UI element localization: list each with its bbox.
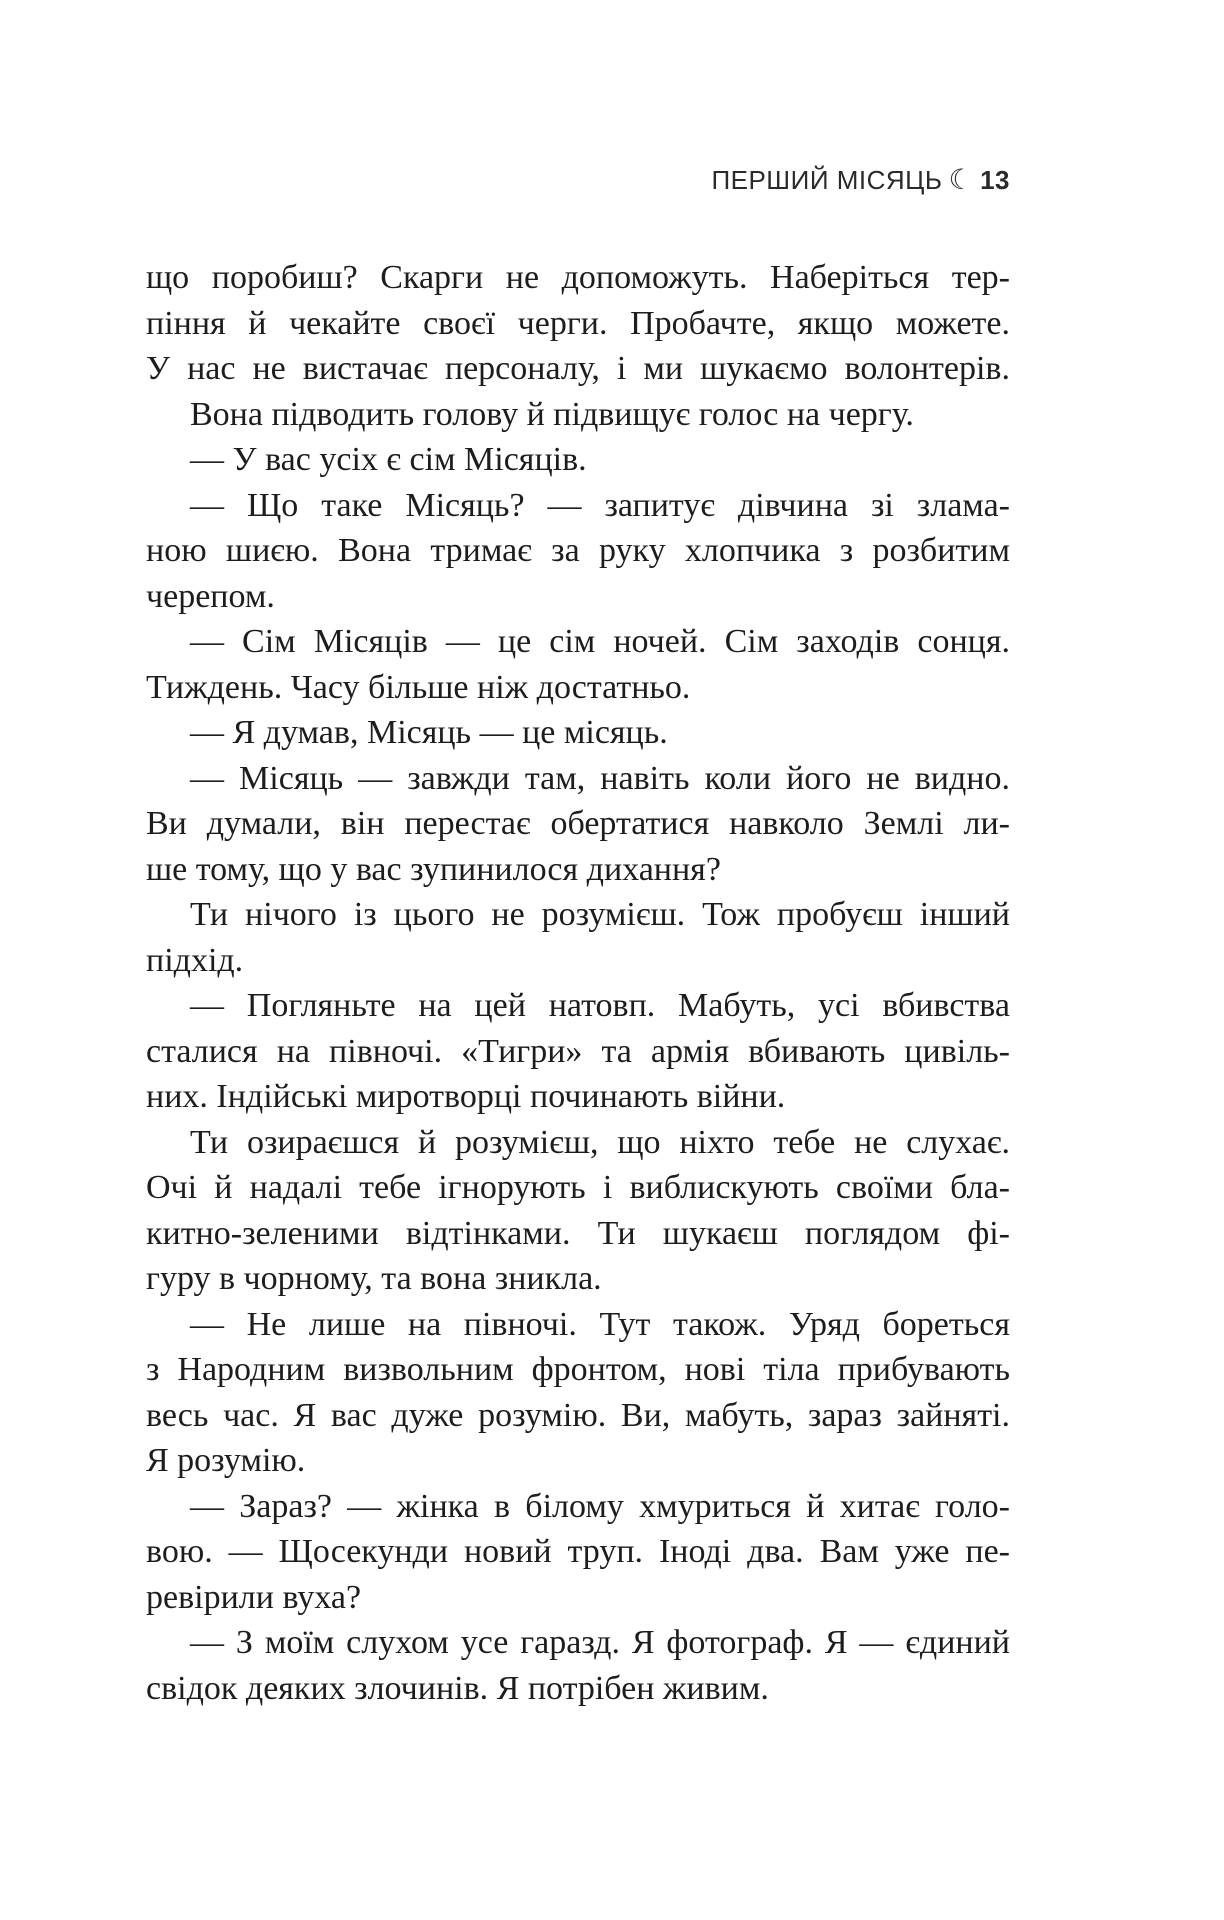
text-line: — У вас усіх є сім Місяців. [190,441,587,478]
text-line: з Народним визвольним фронтом, нові тіла прибувають [146,1351,1010,1388]
chapter-title: ПЕРШИЙ МІСЯЦЬ [711,165,943,195]
text-line: ревірили вуха? [146,1578,362,1616]
crescent-moon-icon: ☾ [948,164,975,195]
text-line: ною шиєю. Вона тримає за руку хлопчика з розбитим [146,532,1010,569]
text-line: — З моїм слухом усе гаразд. Я фотограф. Я — єдиний [190,1624,1010,1661]
text-line: Вона підводить голову й підвищує голос на чергу. [190,395,914,433]
text-line: — Сім Місяців — це сім ночей. Сім заходів сонця. [190,623,1010,660]
text-line: що поробиш? Скарги не допоможуть. Наберіться тер- [146,259,1010,296]
text-line: — Я думав, Місяць — це місяць. [190,714,668,751]
text-line: Ти нічого із цього не розумієш. Тож пробуєш інший [190,896,1010,933]
text-line: — Місяць — завжди там, навіть коли його не видно. [190,759,1010,797]
page-body-text [146,255,1010,1711]
text-line: Тиждень. Часу більше ніж достатньо. [146,668,691,706]
text-line: — Погляньте на цей натовп. Мабуть, усі вбивства [190,987,1010,1024]
text-line: вою. — Щосекунди новий труп. Іноді два. Вам уже пе- [146,1533,1010,1570]
text-line: піння й чекайте своєї черги. Пробачте, якщо можете. [146,304,1010,342]
text-line: весь час. Я вас дуже розумію. Ви, мабуть, зараз зайняті. [146,1396,1010,1434]
text-line: ше тому, що у вас зупинилося дихання? [146,850,721,888]
running-head [711,166,1010,194]
text-line: підхід. [146,941,244,979]
page-number: 13 [980,165,1010,195]
text-line: Ти озираєшся й розумієш, що ніхто тебе не слухає. [190,1123,1010,1161]
text-line: У нас не вистачає персоналу, і ми шукаємо волонтерів. [146,350,1010,387]
text-line: Я розумію. [146,1442,306,1479]
text-line: китно-зеленими відтінками. Ти шукаєш поглядом фі- [146,1214,1010,1252]
text-line: черепом. [146,577,275,615]
text-line: сталися на півночі. «Тигри» та армія вбивають цивіль- [146,1032,1010,1070]
text-line: — Не лише на півночі. Тут також. Уряд бореться [190,1305,1010,1343]
text-line: Очі й надалі тебе ігнорують і виблискують своїми бла- [146,1169,1010,1206]
text-line: гуру в чорному, та вона зникла. [146,1260,602,1297]
text-line: свідок деяких злочинів. Я потрібен живим. [146,1669,769,1707]
text-line: — Що таке Місяць? — запитує дівчина зі злама- [190,486,1010,524]
text-line: них. Індійські миротворці починають війни. [146,1078,786,1115]
text-line: Ви думали, він перестає обертатися навколо Землі ли- [146,805,1010,842]
text-line: — Зараз? — жінка в білому хмуриться й хитає голо- [190,1487,1010,1525]
